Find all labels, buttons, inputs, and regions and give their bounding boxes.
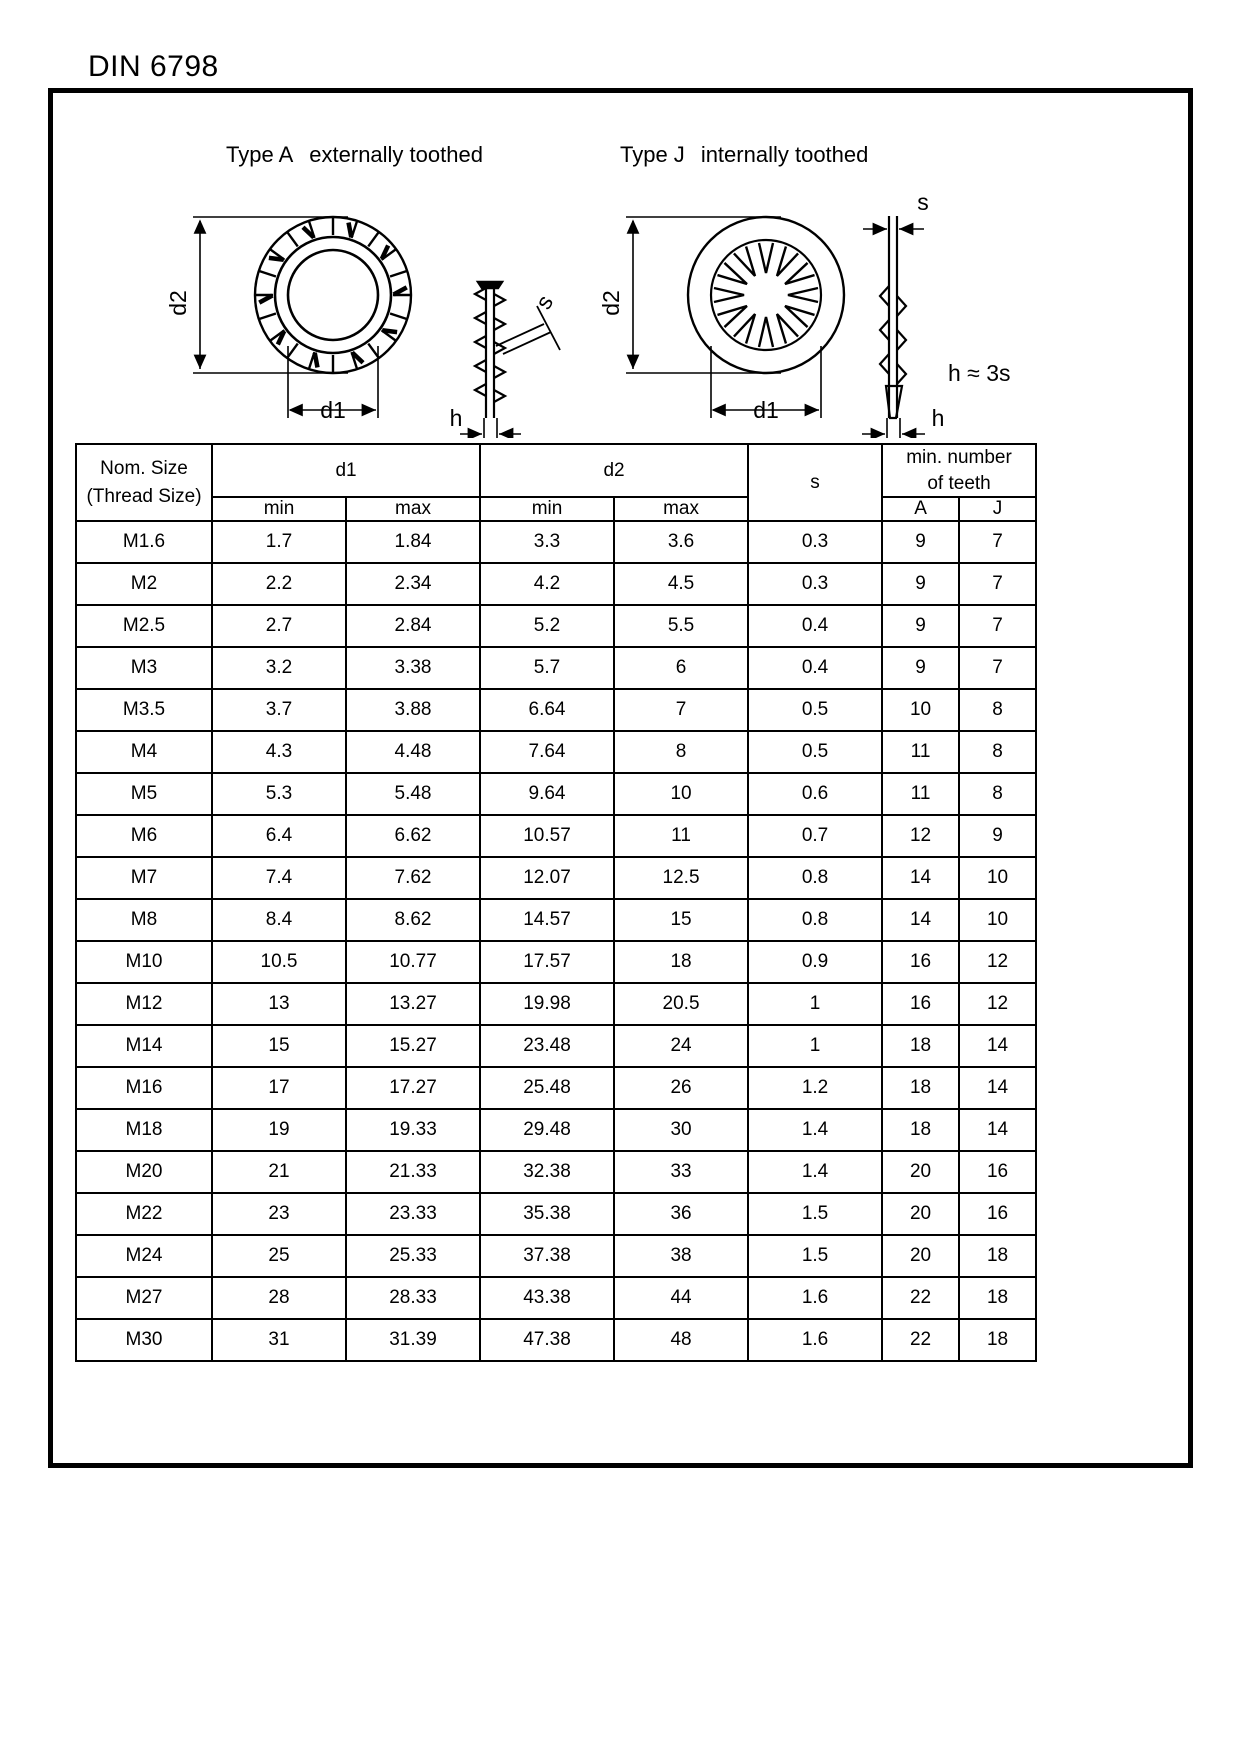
cell-s-nom: 0.8 (748, 857, 882, 899)
cell-nominal-size: M18 (76, 1109, 212, 1151)
table-row (76, 1109, 1036, 1151)
cell-s-nom: 0.7 (748, 815, 882, 857)
cell-d1-min: 23 (212, 1193, 346, 1235)
cell-teeth-j: 7 (959, 647, 1036, 689)
cell-d2-min: 3.3 (480, 521, 614, 563)
table-row (76, 1193, 1036, 1235)
cell-d2-max: 12.5 (614, 857, 748, 899)
type-a-h-label: h (449, 405, 463, 431)
cell-s-nom: 0.5 (748, 689, 882, 731)
cell-d1-min: 15 (212, 1025, 346, 1067)
table-row (76, 1025, 1036, 1067)
cell-teeth-j: 8 (959, 773, 1036, 815)
cell-d2-max: 44 (614, 1277, 748, 1319)
cell-d1-max: 2.84 (346, 605, 480, 647)
cell-teeth-a: 18 (882, 1067, 959, 1109)
cell-d2-min: 25.48 (480, 1067, 614, 1109)
cell-d1-min: 28 (212, 1277, 346, 1319)
cell-teeth-j: 12 (959, 941, 1036, 983)
cell-d1-max: 3.88 (346, 689, 480, 731)
cell-nominal-size: M3 (76, 647, 212, 689)
cell-d1-max: 25.33 (346, 1235, 480, 1277)
cell-teeth-a: 11 (882, 731, 959, 773)
cell-d2-max: 10 (614, 773, 748, 815)
cell-d2-min: 47.38 (480, 1319, 614, 1361)
cell-d1-min: 3.2 (212, 647, 346, 689)
cell-d2-min: 37.38 (480, 1235, 614, 1277)
cell-s-nom: 1.5 (748, 1193, 882, 1235)
cell-nominal-size: M27 (76, 1277, 212, 1319)
cell-d2-min: 5.2 (480, 605, 614, 647)
table-header (76, 444, 1036, 521)
cell-s-nom: 0.3 (748, 521, 882, 563)
cell-d2-min: 4.2 (480, 563, 614, 605)
type-a-label: Type A (226, 142, 294, 167)
cell-s-nom: 1.6 (748, 1319, 882, 1361)
cell-teeth-a: 18 (882, 1109, 959, 1151)
h-approx-3s-note: h ≈ 3s (948, 360, 1011, 386)
cell-d1-min: 10.5 (212, 941, 346, 983)
cell-teeth-a: 20 (882, 1151, 959, 1193)
cell-teeth-a: 16 (882, 941, 959, 983)
header-d1: d1 (212, 444, 480, 497)
cell-d1-min: 2.7 (212, 605, 346, 647)
cell-s-nom: 0.6 (748, 773, 882, 815)
cell-d2-max: 11 (614, 815, 748, 857)
cell-d1-min: 7.4 (212, 857, 346, 899)
cell-d2-min: 32.38 (480, 1151, 614, 1193)
specification-table (75, 443, 1037, 1362)
cell-nominal-size: M20 (76, 1151, 212, 1193)
type-a-washer-plan-view (193, 217, 411, 418)
header-teeth-line2: of teeth (927, 472, 991, 494)
header-d2-max: max (614, 497, 748, 521)
header-teeth-j: J (959, 497, 1036, 521)
cell-s-nom: 1.4 (748, 1151, 882, 1193)
cell-d1-min: 6.4 (212, 815, 346, 857)
cell-nominal-size: M6 (76, 815, 212, 857)
header-d1-max: max (346, 497, 480, 521)
cell-teeth-a: 11 (882, 773, 959, 815)
cell-d2-max: 26 (614, 1067, 748, 1109)
cell-d2-min: 6.64 (480, 689, 614, 731)
table-row (76, 815, 1036, 857)
cell-s-nom: 1.2 (748, 1067, 882, 1109)
cell-d1-max: 1.84 (346, 521, 480, 563)
cell-teeth-j: 14 (959, 1109, 1036, 1151)
table-row (76, 983, 1036, 1025)
header-teeth-line1: min. number (906, 447, 1012, 468)
cell-d2-max: 15 (614, 899, 748, 941)
type-a-d2-label: d2 (165, 290, 191, 316)
cell-s-nom: 1.6 (748, 1277, 882, 1319)
cell-nominal-size: M5 (76, 773, 212, 815)
type-j-s-label: s (917, 189, 929, 215)
header-s: s (748, 444, 882, 521)
cell-nominal-size: M16 (76, 1067, 212, 1109)
cell-d1-max: 17.27 (346, 1067, 480, 1109)
cell-d2-max: 36 (614, 1193, 748, 1235)
table-row (76, 857, 1036, 899)
cell-d1-max: 3.38 (346, 647, 480, 689)
cell-teeth-j: 12 (959, 983, 1036, 1025)
cell-d1-max: 8.62 (346, 899, 480, 941)
cell-d2-min: 10.57 (480, 815, 614, 857)
cell-teeth-j: 7 (959, 563, 1036, 605)
header-nominal-size-line1: Nom. Size (100, 458, 188, 480)
cell-d2-max: 5.5 (614, 605, 748, 647)
table-row (76, 773, 1036, 815)
cell-teeth-a: 10 (882, 689, 959, 731)
cell-teeth-a: 18 (882, 1025, 959, 1067)
cell-teeth-a: 14 (882, 899, 959, 941)
cell-teeth-j: 10 (959, 899, 1036, 941)
cell-d2-min: 12.07 (480, 857, 614, 899)
cell-d1-min: 17 (212, 1067, 346, 1109)
cell-teeth-j: 9 (959, 815, 1036, 857)
cell-teeth-j: 14 (959, 1067, 1036, 1109)
table-row (76, 521, 1036, 563)
cell-d2-min: 23.48 (480, 1025, 614, 1067)
cell-s-nom: 0.4 (748, 605, 882, 647)
cell-d1-min: 21 (212, 1151, 346, 1193)
cell-d1-max: 5.48 (346, 773, 480, 815)
cell-d1-max: 21.33 (346, 1151, 480, 1193)
table-row (76, 941, 1036, 983)
type-j-washer-plan-view (626, 217, 844, 418)
cell-teeth-j: 18 (959, 1277, 1036, 1319)
cell-teeth-a: 9 (882, 647, 959, 689)
cell-d1-min: 5.3 (212, 773, 346, 815)
cell-d1-max: 4.48 (346, 731, 480, 773)
table-row (76, 605, 1036, 647)
cell-d2-min: 7.64 (480, 731, 614, 773)
cell-s-nom: 0.9 (748, 941, 882, 983)
cell-d2-max: 33 (614, 1151, 748, 1193)
cell-d1-min: 31 (212, 1319, 346, 1361)
cell-d2-min: 9.64 (480, 773, 614, 815)
cell-teeth-j: 14 (959, 1025, 1036, 1067)
cell-d2-max: 20.5 (614, 983, 748, 1025)
table-row (76, 899, 1036, 941)
cell-d1-max: 13.27 (346, 983, 480, 1025)
cell-teeth-a: 20 (882, 1235, 959, 1277)
cell-nominal-size: M14 (76, 1025, 212, 1067)
cell-teeth-j: 8 (959, 731, 1036, 773)
cell-teeth-a: 14 (882, 857, 959, 899)
cell-teeth-j: 16 (959, 1151, 1036, 1193)
cell-s-nom: 0.8 (748, 899, 882, 941)
header-d1-min: min (212, 497, 346, 521)
header-d2-min: min (480, 497, 614, 521)
cell-s-nom: 1.4 (748, 1109, 882, 1151)
specification-table-wrapper (75, 443, 1035, 1362)
table-row (76, 731, 1036, 773)
cell-nominal-size: M2.5 (76, 605, 212, 647)
header-nominal-size (76, 444, 212, 521)
cell-d2-min: 43.38 (480, 1277, 614, 1319)
table-body (76, 521, 1036, 1361)
cell-d1-min: 19 (212, 1109, 346, 1151)
cell-s-nom: 1.5 (748, 1235, 882, 1277)
table-row (76, 1277, 1036, 1319)
cell-d2-max: 38 (614, 1235, 748, 1277)
cell-d2-max: 8 (614, 731, 748, 773)
cell-d2-max: 30 (614, 1109, 748, 1151)
cell-d2-max: 48 (614, 1319, 748, 1361)
type-j-d2-label: d2 (598, 290, 624, 316)
page-title: DIN 6798 (88, 50, 219, 83)
cell-nominal-size: M3.5 (76, 689, 212, 731)
cell-d1-max: 6.62 (346, 815, 480, 857)
cell-d1-max: 7.62 (346, 857, 480, 899)
cell-teeth-j: 7 (959, 605, 1036, 647)
cell-s-nom: 0.4 (748, 647, 882, 689)
cell-nominal-size: M1.6 (76, 521, 212, 563)
cell-d1-min: 8.4 (212, 899, 346, 941)
cell-teeth-a: 9 (882, 563, 959, 605)
cell-nominal-size: M22 (76, 1193, 212, 1235)
cell-d2-max: 24 (614, 1025, 748, 1067)
cell-d1-min: 3.7 (212, 689, 346, 731)
table-row (76, 689, 1036, 731)
cell-teeth-j: 7 (959, 521, 1036, 563)
cell-nominal-size: M10 (76, 941, 212, 983)
figures-area (48, 88, 1193, 438)
cell-nominal-size: M24 (76, 1235, 212, 1277)
type-a-description: externally toothed (309, 142, 483, 167)
cell-s-nom: 0.3 (748, 563, 882, 605)
cell-teeth-a: 20 (882, 1193, 959, 1235)
cell-d2-min: 5.7 (480, 647, 614, 689)
cell-d2-max: 7 (614, 689, 748, 731)
type-j-description: internally toothed (700, 142, 869, 167)
cell-d1-max: 31.39 (346, 1319, 480, 1361)
table-row (76, 1235, 1036, 1277)
type-j-side-view (862, 216, 925, 438)
cell-d2-min: 29.48 (480, 1109, 614, 1151)
cell-nominal-size: M7 (76, 857, 212, 899)
cell-d1-max: 15.27 (346, 1025, 480, 1067)
cell-teeth-j: 18 (959, 1235, 1036, 1277)
table-row (76, 1151, 1036, 1193)
table-header-row-groups (76, 444, 1036, 497)
type-a-s-label: s (529, 290, 559, 314)
cell-teeth-a: 9 (882, 521, 959, 563)
cell-nominal-size: M30 (76, 1319, 212, 1361)
cell-teeth-a: 16 (882, 983, 959, 1025)
type-j-d1-label: d1 (753, 397, 779, 423)
header-min-number-of-teeth (882, 444, 1036, 497)
cell-d1-max: 2.34 (346, 563, 480, 605)
cell-nominal-size: M2 (76, 563, 212, 605)
cell-d1-max: 23.33 (346, 1193, 480, 1235)
cell-d1-max: 28.33 (346, 1277, 480, 1319)
cell-d1-min: 2.2 (212, 563, 346, 605)
cell-teeth-a: 22 (882, 1319, 959, 1361)
cell-nominal-size: M4 (76, 731, 212, 773)
type-j-label: Type J (620, 142, 685, 167)
header-teeth-a: A (882, 497, 959, 521)
cell-d1-min: 4.3 (212, 731, 346, 773)
cell-d1-max: 10.77 (346, 941, 480, 983)
table-header-row-subs (76, 497, 1036, 521)
cell-d2-min: 14.57 (480, 899, 614, 941)
cell-teeth-j: 16 (959, 1193, 1036, 1235)
cell-d2-min: 17.57 (480, 941, 614, 983)
header-nominal-size-line2: (Thread Size) (86, 485, 202, 507)
cell-teeth-j: 10 (959, 857, 1036, 899)
table-row (76, 563, 1036, 605)
table-row (76, 1319, 1036, 1361)
cell-d2-max: 4.5 (614, 563, 748, 605)
cell-nominal-size: M8 (76, 899, 212, 941)
cell-d2-min: 35.38 (480, 1193, 614, 1235)
header-d2: d2 (480, 444, 748, 497)
cell-s-nom: 1 (748, 1025, 882, 1067)
table-row (76, 1067, 1036, 1109)
cell-d2-max: 6 (614, 647, 748, 689)
cell-nominal-size: M12 (76, 983, 212, 1025)
cell-teeth-j: 8 (959, 689, 1036, 731)
cell-d2-min: 19.98 (480, 983, 614, 1025)
cell-teeth-a: 12 (882, 815, 959, 857)
cell-teeth-a: 22 (882, 1277, 959, 1319)
table-row (76, 647, 1036, 689)
technical-drawings-svg (48, 88, 1193, 438)
cell-d1-min: 25 (212, 1235, 346, 1277)
cell-d1-min: 13 (212, 983, 346, 1025)
cell-teeth-a: 9 (882, 605, 959, 647)
cell-s-nom: 0.5 (748, 731, 882, 773)
cell-teeth-j: 18 (959, 1319, 1036, 1361)
cell-s-nom: 1 (748, 983, 882, 1025)
cell-d2-max: 3.6 (614, 521, 748, 563)
type-a-d1-label: d1 (320, 397, 346, 423)
cell-d1-max: 19.33 (346, 1109, 480, 1151)
type-j-h-label: h (931, 405, 945, 431)
cell-d2-max: 18 (614, 941, 748, 983)
cell-d1-min: 1.7 (212, 521, 346, 563)
